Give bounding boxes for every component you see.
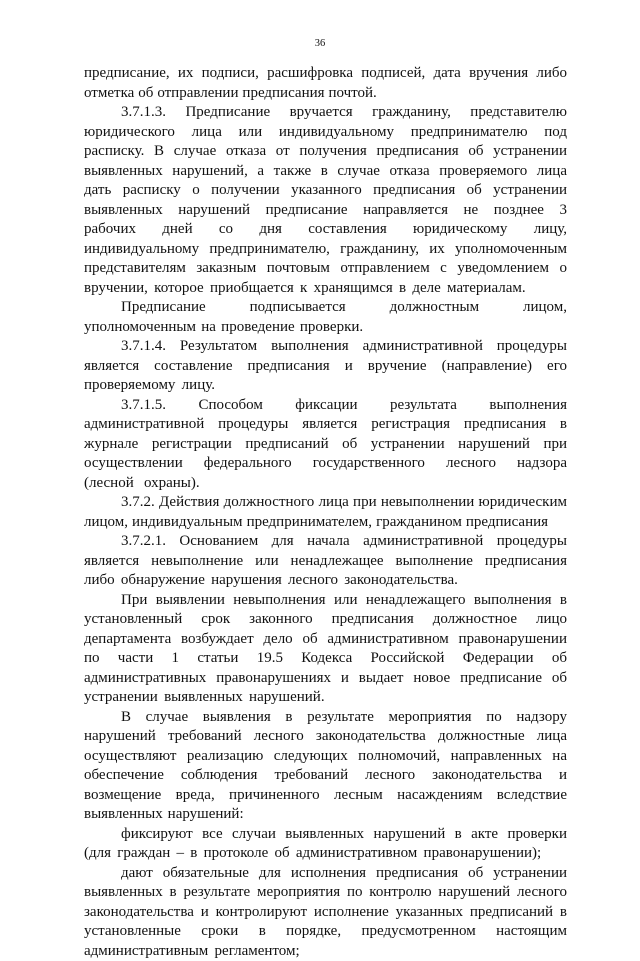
paragraph-3-7-1-4: 3.7.1.4. Результатом выполнения административной процедуры является составление предписания и вручение (направление) его проверяемому лицу. xyxy=(84,337,567,396)
document-body xyxy=(84,64,567,961)
paragraph-issue-notices: дают обязательные для исполнения предписания об устранении выявленных в результате мероприятия по контролю нарушений лесного законодательства и контролируют исполнение указанных предписаний в установленные сроки в порядке, предусмотренном настоящим административным регламентом; xyxy=(84,864,567,961)
paragraph-3-7-1-5: 3.7.1.5. Способом фиксации результата выполнения административной процедуры является регистрация предписания в журнале регистрации предписаний об устранении нарушений при осуществлении федерального государственного лесного надзора (лесной охраны). xyxy=(84,396,567,494)
paragraph-notice-contents-end: предписание, их подписи, расшифровка подписей, дата вручения либо отметка об отправлении предписания почтой. xyxy=(84,64,567,103)
page-number: 36 xyxy=(0,38,640,49)
paragraph-3-7-2-heading: 3.7.2. Действия должностного лица при невыполнении юридическим лицом, индивидуальным предпринимателем, гражданином предписания xyxy=(84,493,567,532)
paragraph-notice-signed: Предписание подписывается должностным лицом, уполномоченным на проведение проверки. xyxy=(84,298,567,337)
paragraph-record-violations: фиксируют все случаи выявленных нарушений в акте проверки (для граждан – в протоколе об административном правонарушении); xyxy=(84,825,567,864)
paragraph-3-7-1-3: 3.7.1.3. Предписание вручается гражданину, представителю юридического лица или индивидуальному предпринимателю под расписку. В случае отказа от получения предписания об устранении выявленных нарушений, а также в случае отказа проверяемого лица дать расписку о получении указанного предписания об устранении выявленных нарушений предписание направляется не позднее 3 рабочих дней со дня составления юридическому лицу, индивидуальному предпринимателю, гражданину, их уполномоченным представителям заказным почтовым отправлением с уведомлением о вручении, которое приобщается к хранящимся в деле материалам. xyxy=(84,103,567,298)
paragraph-3-7-2-1: 3.7.2.1. Основанием для начала административной процедуры является невыполнение или ненадлежащее выполнение предписания либо обнаружение нарушения лесного законодательства. xyxy=(84,532,567,591)
paragraph-violation-powers: В случае выявления в результате мероприятия по надзору нарушений требований лесного законодательства должностные лица осуществляют реализацию следующих полномочий, направленных на обеспечение соблюдения требований лесного законодательства и возмещение вреда, причиненного лесным насаждениям вследствие выявленных нарушений: xyxy=(84,708,567,825)
paragraph-repeated-violation: При выявлении невыполнения или ненадлежащего выполнения в установленный срок законного предписания должностное лицо департамента возбуждает дело об административном правонарушении по части 1 статьи 19.5 Кодекса Российской Федерации об административных правонарушениях и выдает новое предписание об устранении выявленных нарушений. xyxy=(84,591,567,708)
